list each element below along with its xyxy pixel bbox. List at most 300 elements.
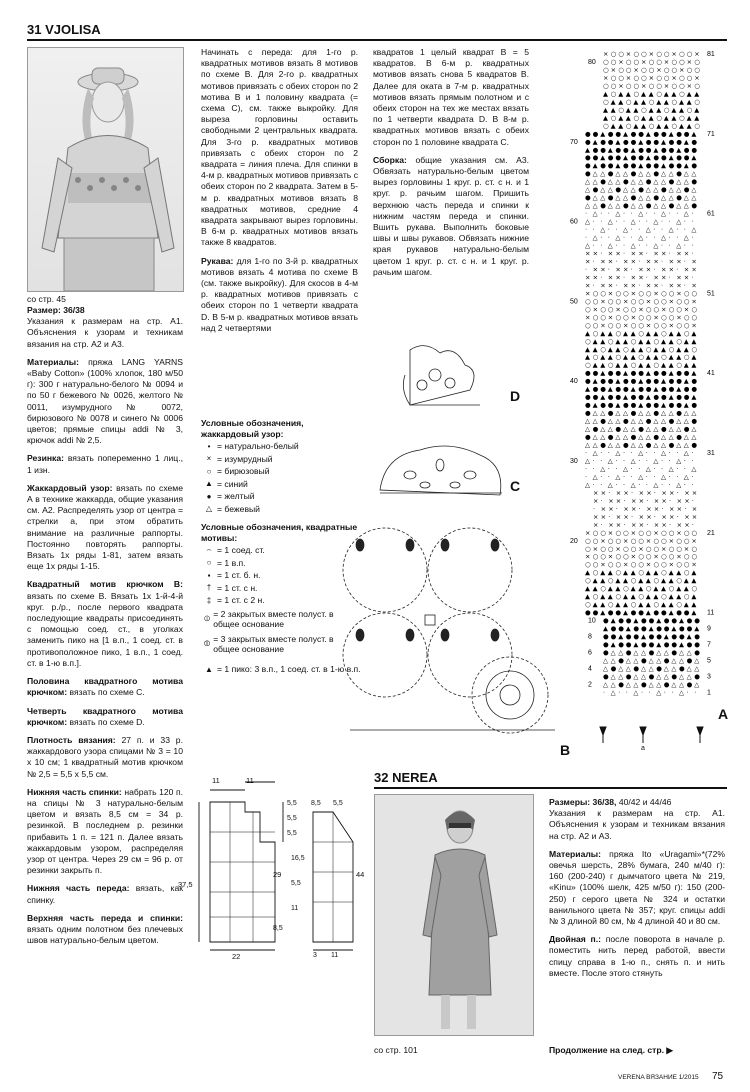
- chart-stitch: ·: [669, 496, 672, 505]
- chart-stitch: ○: [661, 353, 667, 362]
- chart-stitch: ▲: [610, 105, 616, 114]
- chart-stitch: ●: [645, 385, 652, 394]
- chart-stitch: ×: [638, 488, 645, 497]
- chart-stitch: ×: [593, 512, 599, 521]
- chart-stitch: ·: [630, 449, 633, 457]
- chart-stitch: ▲: [600, 153, 606, 162]
- chart-stitch: ×: [623, 321, 629, 330]
- chart-stitch: ×: [676, 552, 682, 561]
- chart-stitch: ▲: [645, 592, 651, 601]
- instructions-pattern-32: [549, 797, 725, 986]
- model-illustration-31: [28, 48, 183, 291]
- chart-stitch: ●: [683, 185, 690, 194]
- chart-stitch: ○: [653, 576, 660, 585]
- chart-stitch: ○: [630, 576, 637, 585]
- chart-stitch: △: [668, 425, 674, 434]
- chart-stitch: ●: [676, 169, 682, 178]
- instructions-column-2: [201, 47, 358, 341]
- chart-stitch: ×: [630, 313, 637, 322]
- chart-stitch: ×: [669, 512, 675, 521]
- chart-stitch: ×: [592, 544, 599, 553]
- chart-stitch: ▲: [630, 145, 636, 154]
- chart-stitch: ▲: [630, 592, 636, 601]
- chart-stitch: ●: [683, 369, 690, 378]
- chart-stitch: ×: [668, 281, 675, 290]
- chart-stitch: ○: [610, 50, 617, 58]
- chart-stitch: ▲: [691, 129, 697, 138]
- chart-stitch: ·: [615, 225, 618, 234]
- chart-stitch: ·: [686, 688, 689, 697]
- chart-stitch: △: [618, 664, 624, 673]
- chart-stitch: ▲: [633, 105, 639, 114]
- chart-stitch: ×: [691, 560, 697, 569]
- chart-stitch: ▲: [663, 97, 669, 106]
- chart-stitch: ○: [645, 544, 652, 553]
- chart-stitch: ○: [686, 73, 693, 82]
- chart-stitch: ●: [630, 161, 637, 170]
- chart-stitch: ○: [668, 528, 675, 537]
- body-dim-right-2: 5,5: [287, 815, 297, 822]
- chart-stitch: ×: [600, 512, 607, 521]
- chart-stitch: △: [592, 169, 598, 178]
- chart-stitch: △: [638, 472, 644, 481]
- chart-stitch: ○: [671, 81, 678, 90]
- chart-stitch: ▲: [600, 592, 606, 601]
- chart-stitch: ·: [615, 456, 618, 465]
- row-number-left: 70: [570, 138, 578, 146]
- row-number-right: 51: [707, 290, 715, 298]
- photo-caption-32: со стр. 101: [374, 1045, 418, 1055]
- chart-stitch: ×: [615, 512, 622, 521]
- chart-stitch: ×: [630, 289, 637, 298]
- chart-stitch: ●: [638, 393, 644, 402]
- chart-stitch: ●: [615, 185, 622, 194]
- chart-stitch: ●: [663, 624, 670, 633]
- chart-stitch: ●: [661, 608, 667, 617]
- chart-stitch: ○: [592, 353, 599, 362]
- chart-stitch: ×: [684, 512, 690, 521]
- chart-stitch: △: [630, 177, 636, 186]
- chart-stitch: ○: [592, 321, 599, 330]
- chart-stitch: △: [630, 480, 636, 489]
- chart-stitch: ▲: [648, 89, 654, 98]
- chart-stitch: ▲: [638, 401, 644, 410]
- chart-stitch: ●: [623, 377, 629, 386]
- chart-stitch: ●: [623, 137, 629, 146]
- chart-stitch: ·: [638, 225, 641, 234]
- chart-stitch: ×: [694, 50, 700, 58]
- chart-stitch: ×: [600, 536, 606, 545]
- chart-stitch: △: [585, 425, 590, 434]
- chart-stitch: ○: [676, 305, 682, 314]
- chart-stitch: ×: [585, 552, 591, 561]
- chart-stitch: ·: [600, 249, 603, 258]
- chart-stitch: ·: [653, 449, 656, 457]
- chart-stitch: ·: [668, 449, 671, 457]
- chart-stitch: ●: [661, 145, 667, 154]
- chart-stitch: ·: [630, 472, 633, 481]
- chart-stitch: ●: [607, 608, 614, 617]
- chart-stitch: ○: [603, 97, 609, 106]
- chart-stitch: △: [683, 193, 689, 202]
- col1-paragraph: Четверть квадратного мотива крючком: вязать по схеме D.: [27, 705, 183, 727]
- chart-stitch: ×: [661, 249, 667, 258]
- chart-stitch: ●: [630, 401, 637, 410]
- chart-stitch: ●: [585, 193, 591, 202]
- chart-stitch: ●: [607, 409, 614, 418]
- chart-stitch: ·: [645, 241, 648, 250]
- chart-stitch: ●: [653, 369, 660, 378]
- legend-label: = 1 ст. с 2 н.: [217, 595, 265, 606]
- chart-stitch: ○: [691, 584, 698, 593]
- chart-stitch: ·: [592, 464, 595, 473]
- chart-stitch: ×: [600, 321, 606, 330]
- chart-stitch: △: [592, 201, 598, 210]
- chart-stitch: ×: [615, 520, 622, 529]
- chart-stitch: ·: [585, 209, 588, 218]
- chart-stitch: ●: [653, 401, 660, 410]
- chart-stitch: ▲: [694, 105, 700, 114]
- chart-stitch: △: [625, 664, 631, 673]
- chart-stitch: ▲: [683, 137, 689, 146]
- chart-label-a: A: [718, 706, 729, 722]
- chart-stitch: ▲: [694, 624, 700, 633]
- chart-stitch: △: [676, 441, 682, 450]
- chart-stitch: ○: [600, 313, 606, 322]
- chart-stitch: ●: [645, 201, 652, 210]
- chart-stitch: ○: [661, 592, 667, 601]
- chart-stitch: △: [592, 409, 598, 418]
- chart-stitch: ●: [691, 417, 698, 426]
- row-number-right: 7: [707, 641, 711, 649]
- chart-stitch: ○: [671, 121, 678, 130]
- chart-stitch: ×: [585, 273, 591, 282]
- chart-stitch: ○: [592, 289, 599, 298]
- chart-stitch: ▲: [592, 401, 598, 410]
- chart-stitch: ▲: [610, 121, 616, 130]
- body-dim-right-3: 5,5: [287, 830, 297, 837]
- chart-stitch: ×: [631, 496, 637, 505]
- chart-stitch: ○: [633, 57, 640, 66]
- chart-stitch: ●: [592, 153, 599, 162]
- chart-stitch: ×: [691, 488, 698, 497]
- chart-stitch: ▲: [638, 584, 644, 593]
- chart-stitch: ▲: [625, 113, 631, 122]
- chart-stitch: ×: [645, 281, 652, 290]
- chart-stitch: ○: [683, 313, 690, 322]
- chart-stitch: ●: [676, 401, 682, 410]
- row-number-left: 60: [570, 218, 578, 226]
- chart-stitch: ·: [592, 456, 595, 465]
- chart-stitch: ●: [585, 409, 591, 418]
- chart-stitch: ▲: [661, 345, 666, 354]
- legend-label: = бежевый: [217, 503, 260, 514]
- chart-stitch: ×: [691, 512, 698, 521]
- chart-stitch: ●: [638, 608, 644, 617]
- chart-stitch: ○: [615, 329, 622, 338]
- chart-stitch: ▲: [607, 592, 613, 601]
- chart-stitch: ·: [638, 241, 641, 250]
- chart-stitch: ▲: [585, 592, 590, 601]
- chart-stitch: ·: [600, 273, 603, 282]
- chart-stitch: ○: [585, 305, 591, 314]
- chart-stitch: ▲: [615, 576, 621, 585]
- chart-stitch: ●: [600, 377, 606, 386]
- chart-stitch: ▲: [623, 393, 628, 402]
- chart-stitch: ●: [592, 185, 599, 194]
- chart-stitch: ·: [676, 464, 679, 473]
- chart-stitch: ●: [630, 153, 637, 162]
- chart-stitch: ·: [623, 217, 626, 226]
- chart-stitch: △: [633, 688, 639, 697]
- chart-stitch: ·: [653, 233, 656, 242]
- chart-stitch: ○: [653, 305, 660, 314]
- chart-stitch: ×: [691, 297, 697, 306]
- sleeve-text: Рукава: для 1-го по 3-й р. квадратных мотивов вязать 4 мотива по схеме В (см. также выкройку). Для скосов в 4-м р. квадратных мотивов привязать с обеих сторон по 1 четверти квадрата D. В 5-м р. квадратных мотивов вязать над 2 четвертями: [201, 255, 358, 333]
- chart-stitch: ○: [615, 560, 622, 569]
- legend-symbol-icon: ○: [206, 466, 212, 476]
- chart-stitch: ●: [607, 377, 614, 386]
- chart-stitch: △: [683, 433, 689, 442]
- chart-stitch: ●: [610, 624, 617, 633]
- chart-stitch: ×: [607, 249, 614, 258]
- chart-stitch: ●: [592, 369, 599, 378]
- legend-symbol-icon: •: [207, 441, 211, 451]
- chart-stitch: ·: [691, 217, 694, 226]
- chart-stitch: ●: [653, 409, 660, 418]
- chart-stitch: △: [615, 209, 621, 218]
- chart-stitch: ●: [585, 161, 591, 170]
- section-rule-32: [374, 787, 727, 789]
- chart-stitch: ▲: [623, 600, 628, 609]
- chart-stitch: ×: [625, 73, 632, 82]
- chart-stitch: ×: [607, 281, 614, 290]
- chart-stitch: ○: [592, 297, 599, 306]
- sleeve-dim-left-1: 16,5: [291, 855, 305, 862]
- chart-stitch: ○: [638, 560, 644, 569]
- chart-stitch: ○: [683, 536, 690, 545]
- chart-stitch: ×: [668, 560, 675, 569]
- chart-stitch: ▲: [607, 329, 613, 338]
- legend-label: = 1 в.п.: [217, 557, 246, 568]
- chart-stitch: ·: [623, 449, 626, 457]
- continue-link[interactable]: Продолжение на след. стр. ▶: [549, 1045, 674, 1055]
- chart-stitch: ○: [668, 289, 675, 298]
- chart-stitch: ·: [661, 480, 664, 489]
- chart-stitch: △: [585, 417, 590, 426]
- chart-stitch: ▲: [671, 624, 677, 633]
- chart-stitch: △: [623, 169, 628, 178]
- arrow-icon: [697, 727, 703, 743]
- chart-stitch: ▲: [668, 353, 674, 362]
- chart-stitch: ▲: [641, 113, 646, 122]
- chart-stitch: ▲: [648, 113, 654, 122]
- chart-stitch: ●: [694, 672, 700, 681]
- chart-stitch: ▲: [645, 393, 651, 402]
- chart-stitch: ▲: [618, 121, 624, 130]
- chart-stitch: ▲: [656, 121, 662, 130]
- chart-stitch: ▲: [653, 345, 659, 354]
- chart-stitch: ▲: [623, 353, 628, 362]
- chart-stitch: ×: [645, 257, 652, 266]
- chart-stitch: ○: [607, 297, 614, 306]
- chart-stitch: ○: [630, 536, 637, 545]
- chart-stitch: △: [638, 409, 644, 418]
- chart-stitch: ●: [603, 632, 609, 641]
- chart-stitch: △: [618, 672, 624, 681]
- chart-stitch: ●: [623, 161, 629, 170]
- chart-stitch: ▲: [668, 592, 674, 601]
- chart-stitch: ○: [661, 289, 667, 298]
- chart-stitch: ×: [671, 73, 677, 82]
- chart-stitch: △: [668, 409, 674, 418]
- chart-stitch: ▲: [603, 89, 608, 98]
- chart-stitch: ×: [648, 50, 655, 58]
- chart-stitch: ▲: [610, 97, 616, 106]
- chart-stitch: ×: [661, 305, 667, 314]
- chart-stitch: △: [615, 201, 621, 210]
- chart-stitch: ●: [653, 608, 660, 617]
- chart-stitch: ▲: [645, 361, 651, 370]
- row-number-right: 31: [707, 450, 715, 457]
- chart-stitch: ○: [592, 560, 599, 569]
- chart-stitch: △: [676, 201, 682, 210]
- chart-stitch: ×: [676, 281, 682, 290]
- legend-symbol-icon: ▪: [207, 570, 211, 580]
- chart-stitch: ·: [623, 472, 626, 481]
- chart-stitch: △: [668, 185, 674, 194]
- chart-stitch: ▲: [625, 624, 631, 633]
- chart-stitch: ×: [633, 65, 639, 74]
- chart-stitch: △: [668, 169, 674, 178]
- chart-stitch: ○: [686, 65, 693, 74]
- legend-crochet-title: Условные обозначения, квадратные мотивы:: [201, 522, 358, 543]
- chart-stitch: ○: [661, 329, 667, 338]
- chart-stitch: △: [592, 177, 598, 186]
- chart-stitch: ·: [608, 512, 611, 521]
- chart-stitch: ▲: [691, 393, 697, 402]
- chart-stitch: ×: [600, 504, 607, 513]
- chart-stitch: ·: [683, 257, 686, 266]
- chart-stitch: ·: [668, 209, 671, 218]
- chart-stitch: ·: [623, 233, 626, 242]
- chart-stitch: ●: [603, 616, 609, 625]
- chart-stitch: ○: [668, 584, 675, 593]
- chart-stitch: ●: [603, 672, 609, 681]
- chart-stitch: ○: [625, 81, 632, 90]
- chart-stitch: ○: [630, 321, 637, 330]
- chart-stitch: ○: [671, 65, 678, 74]
- chart-stitch: ·: [585, 265, 588, 274]
- chart-stitch: ○: [610, 81, 617, 90]
- legend-label: = изумрудный: [217, 453, 273, 464]
- chart-stitch: △: [683, 209, 689, 218]
- arrow-icon: [640, 727, 646, 743]
- chart-stitch: ○: [625, 57, 632, 66]
- body-dim-mid: 29: [273, 870, 282, 879]
- chart-stitch: △: [668, 433, 674, 442]
- chart-stitch: ▲: [691, 153, 697, 162]
- chart-stitch: ▲: [686, 632, 692, 641]
- chart-stitch: △: [661, 233, 666, 242]
- chart-stitch: ×: [638, 249, 644, 258]
- chart-stitch: ×: [603, 50, 609, 58]
- legend-label: = синий: [217, 478, 248, 489]
- chart-stitch: ·: [691, 496, 694, 505]
- chart-stitch: ×: [638, 305, 644, 314]
- chart-stitch: ○: [676, 600, 682, 609]
- chart-stitch: ·: [615, 480, 618, 489]
- body-dim-left: 37,5: [178, 880, 193, 889]
- chart-stitch: ×: [630, 281, 637, 290]
- chart-stitch: ·: [645, 233, 648, 242]
- chart-stitch: ×: [645, 297, 652, 306]
- chart-stitch: ●: [661, 153, 667, 162]
- chart-stitch: ▲: [691, 329, 697, 338]
- chart-stitch: ●: [618, 680, 624, 689]
- chart-stitch: ●: [638, 153, 644, 162]
- chart-stitch: ×: [653, 249, 659, 258]
- chart-stitch: ×: [638, 512, 645, 521]
- body-dim-top-2: 11: [246, 776, 254, 785]
- chart-stitch: ●: [648, 640, 655, 649]
- chart-stitch: ·: [691, 233, 694, 242]
- chart-stitch: ●: [638, 369, 644, 378]
- chart-stitch: △: [630, 456, 636, 465]
- chart-stitch: △: [676, 177, 682, 186]
- chart-stitch: ▲: [592, 600, 598, 609]
- chart-stitch: ·: [623, 241, 626, 250]
- chart-stitch: ●: [668, 377, 675, 386]
- chart-stitch: ○: [633, 50, 640, 58]
- chart-stitch: ●: [630, 129, 637, 138]
- chart-stitch: ○: [653, 544, 660, 553]
- chart-stitch: △: [648, 680, 654, 689]
- chart-stitch: ●: [648, 632, 655, 641]
- chart-stitch: ×: [615, 544, 621, 553]
- chart-stitch: ·: [653, 464, 656, 473]
- chart-stitch: ×: [653, 257, 659, 266]
- chart-stitch: ▲: [592, 137, 598, 146]
- photo-caption-31: со стр. 45: [27, 294, 66, 304]
- chart-stitch: ·: [671, 688, 674, 697]
- chart-stitch: ×: [600, 265, 606, 274]
- row-number-right: 5: [707, 657, 711, 665]
- chart-stitch: ●: [668, 417, 675, 426]
- chart-stitch: ·: [615, 257, 618, 266]
- chart-stitch: ·: [668, 456, 671, 465]
- chart-stitch: ●: [676, 153, 682, 162]
- chart-stitch: ○: [607, 576, 614, 585]
- row-number-left: 6: [588, 649, 592, 657]
- chart-stitch: ·: [607, 472, 610, 481]
- chart-stitch: ▲: [615, 377, 621, 386]
- chart-stitch: ▲: [615, 137, 621, 146]
- chart-stitch: ○: [633, 81, 640, 90]
- chart-stitch: △: [679, 680, 684, 689]
- instructions-column-3: [373, 47, 529, 285]
- chart-stitch: ●: [653, 433, 660, 442]
- chart-stitch: ●: [603, 640, 609, 649]
- chart-stitch: ○: [625, 97, 632, 106]
- chart-stitch: ○: [585, 297, 591, 306]
- chart-stitch: △: [691, 425, 697, 434]
- chart-stitch: ▲: [600, 361, 606, 370]
- chart-stitch: ·: [631, 488, 634, 497]
- chart-stitch: ▲: [645, 608, 651, 617]
- chart-stitch: ●: [694, 632, 700, 641]
- chart-stitch: ●: [618, 616, 624, 625]
